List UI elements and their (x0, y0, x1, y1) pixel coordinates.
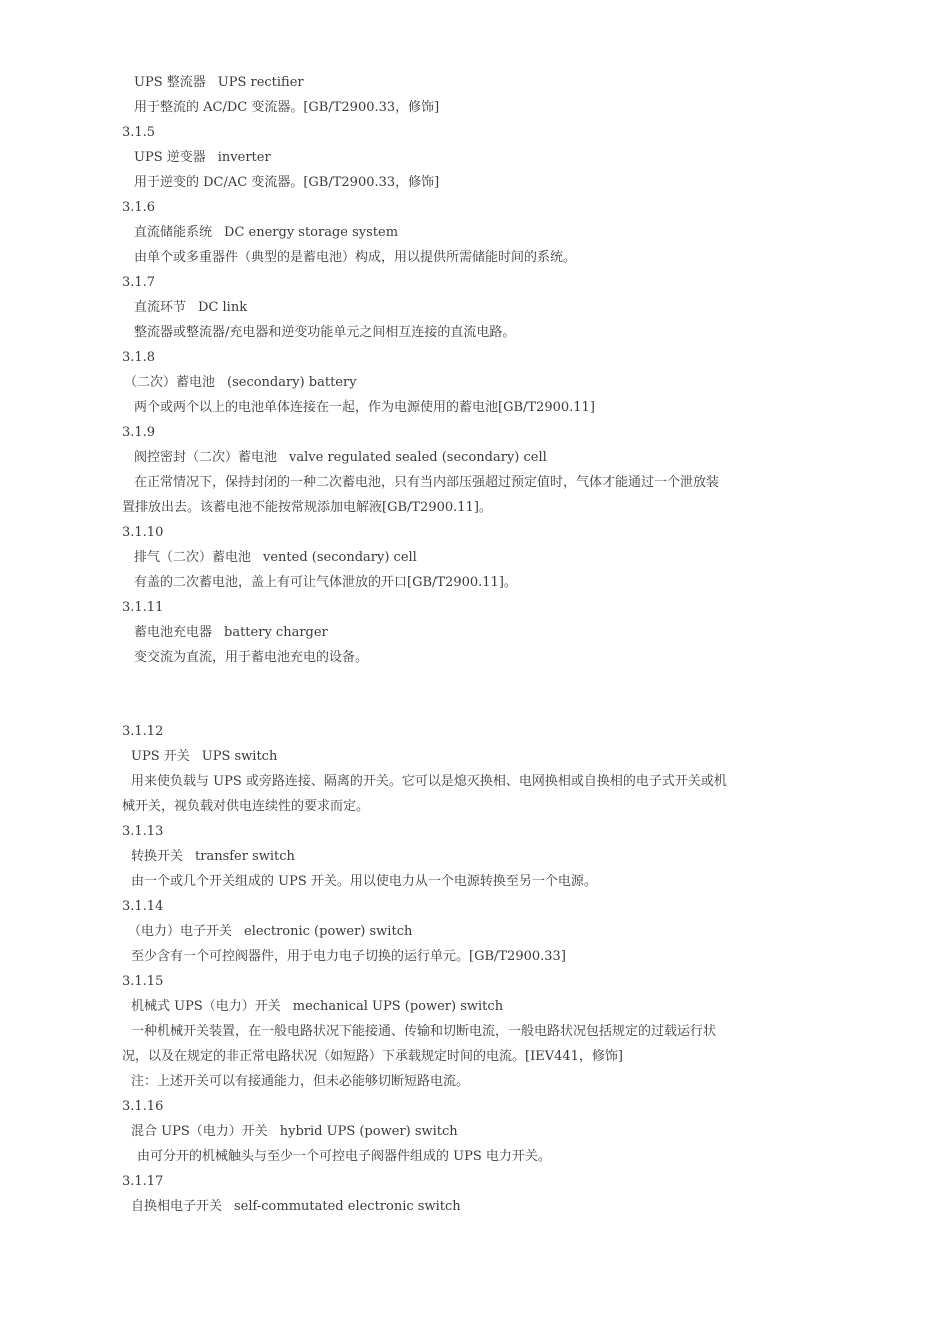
section-number: 3.1.16 (122, 1099, 164, 1114)
section-number: 3.1.10 (122, 525, 164, 540)
section-number: 3.1.14 (122, 899, 164, 914)
term-en: mechanical UPS (power) switch (292, 999, 504, 1014)
term-definition: 用于逆变的 DC/AC 变流器。[GB/T2900.33，修饰] (134, 175, 440, 190)
term-en: DC link (198, 300, 248, 315)
term-en: battery charger (224, 625, 328, 640)
term-definition-cont: 械开关，视负载对供电连续性的要求而定。 (122, 799, 370, 814)
term-en: transfer switch (195, 849, 295, 864)
term-definition-cont: 置排放出去。该蓄电池不能按常规添加电解液[GB/T2900.11]。 (122, 500, 492, 515)
term-definition: 由一个或几个开关组成的 UPS 开关。用以使电力从一个电源转换至另一个电源。 (131, 874, 597, 889)
section-number: 3.1.8 (122, 350, 156, 365)
term-en: inverter (217, 150, 271, 165)
term-heading (134, 74, 304, 92)
term-en: DC energy storage system (224, 225, 399, 240)
term-heading (131, 998, 503, 1016)
term-zh: 排气（二次）蓄电池 (134, 550, 252, 565)
term-definition: 有盖的二次蓄电池，盖上有可让气体泄放的开口[GB/T2900.11]。 (134, 575, 517, 590)
term-heading (131, 848, 295, 866)
term-en: self-commutated electronic switch (234, 1199, 461, 1214)
term-heading (134, 449, 547, 467)
term-definition: 由单个或多重器件（典型的是蓄电池）构成，用以提供所需储能时间的系统。 (134, 250, 577, 265)
term-en: (secondary) battery (227, 375, 357, 390)
term-en: electronic (power) switch (244, 924, 413, 939)
section-number: 3.1.11 (122, 600, 164, 615)
section-number: 3.1.6 (122, 200, 156, 215)
term-definition: 由可分开的机械触头与至少一个可控电子阀器件组成的 UPS 电力开关。 (137, 1149, 551, 1164)
term-definition: 至少含有一个可控阀器件，用于电力电子切换的运行单元。[GB/T2900.33] (131, 949, 566, 964)
term-heading (131, 748, 277, 766)
term-en: hybrid UPS (power) switch (279, 1124, 458, 1139)
section-number: 3.1.9 (122, 425, 156, 440)
term-zh: （电力）电子开关 (128, 924, 233, 939)
term-heading (124, 374, 357, 392)
term-en: vented (secondary) cell (263, 550, 417, 565)
term-definition: 整流器或整流器/充电器和逆变功能单元之间相互连接的直流电路。 (134, 325, 516, 340)
term-definition: 用于整流的 AC/DC 变流器。[GB/T2900.33，修饰] (134, 100, 440, 115)
term-heading (134, 624, 328, 642)
section-number: 3.1.5 (122, 125, 156, 140)
term-zh: 自换相电子开关 (131, 1199, 223, 1214)
term-definition: 一种机械开关装置，在一般电路状况下能接通、传输和切断电流，一般电路状况包括规定的过载运行状 (131, 1024, 717, 1039)
term-heading (131, 1198, 461, 1216)
term-heading (134, 549, 417, 567)
term-heading (128, 923, 412, 941)
term-zh: UPS 逆变器 (134, 150, 206, 165)
term-zh: 机械式 UPS（电力）开关 (131, 999, 281, 1014)
term-en: UPS rectifier (217, 75, 304, 90)
section-number: 3.1.17 (122, 1174, 164, 1189)
term-note: 注：上述开关可以有接通能力，但未必能够切断短路电流。 (131, 1074, 470, 1089)
term-en: UPS switch (201, 749, 278, 764)
term-zh: 蓄电池充电器 (134, 625, 213, 640)
term-zh: 直流储能系统 (134, 225, 213, 240)
term-definition: 变交流为直流，用于蓄电池充电的设备。 (134, 650, 369, 665)
term-zh: （二次）蓄电池 (124, 375, 216, 390)
term-zh: 混合 UPS（电力）开关 (131, 1124, 268, 1139)
term-zh: UPS 开关 (131, 749, 190, 764)
section-number: 3.1.15 (122, 974, 164, 989)
term-definition: 在正常情况下，保持封闭的一种二次蓄电池，只有当内部压强超过预定值时，气体才能通过一个泄放装 (134, 475, 720, 490)
section-number: 3.1.7 (122, 275, 156, 290)
term-heading (134, 299, 247, 317)
term-heading (134, 149, 271, 167)
term-zh: 转换开关 (131, 849, 184, 864)
term-definition: 两个或两个以上的电池单体连接在一起，作为电源使用的蓄电池[GB/T2900.11] (134, 400, 595, 415)
term-zh: UPS 整流器 (134, 75, 206, 90)
section-number: 3.1.13 (122, 824, 164, 839)
term-definition: 用来使负载与 UPS 或旁路连接、隔离的开关。它可以是熄灭换相、电网换相或自换相的电子式开关或机 (131, 774, 727, 789)
term-heading (131, 1123, 458, 1141)
term-definition-cont: 况，以及在规定的非正常电路状况（如短路）下承载规定时间的电流。[IEV441，修饰] (122, 1049, 623, 1064)
term-en: valve regulated sealed (secondary) cell (289, 450, 547, 465)
section-number: 3.1.12 (122, 724, 164, 739)
term-zh: 阀控密封（二次）蓄电池 (134, 450, 278, 465)
term-heading (134, 224, 398, 242)
term-zh: 直流环节 (134, 300, 187, 315)
